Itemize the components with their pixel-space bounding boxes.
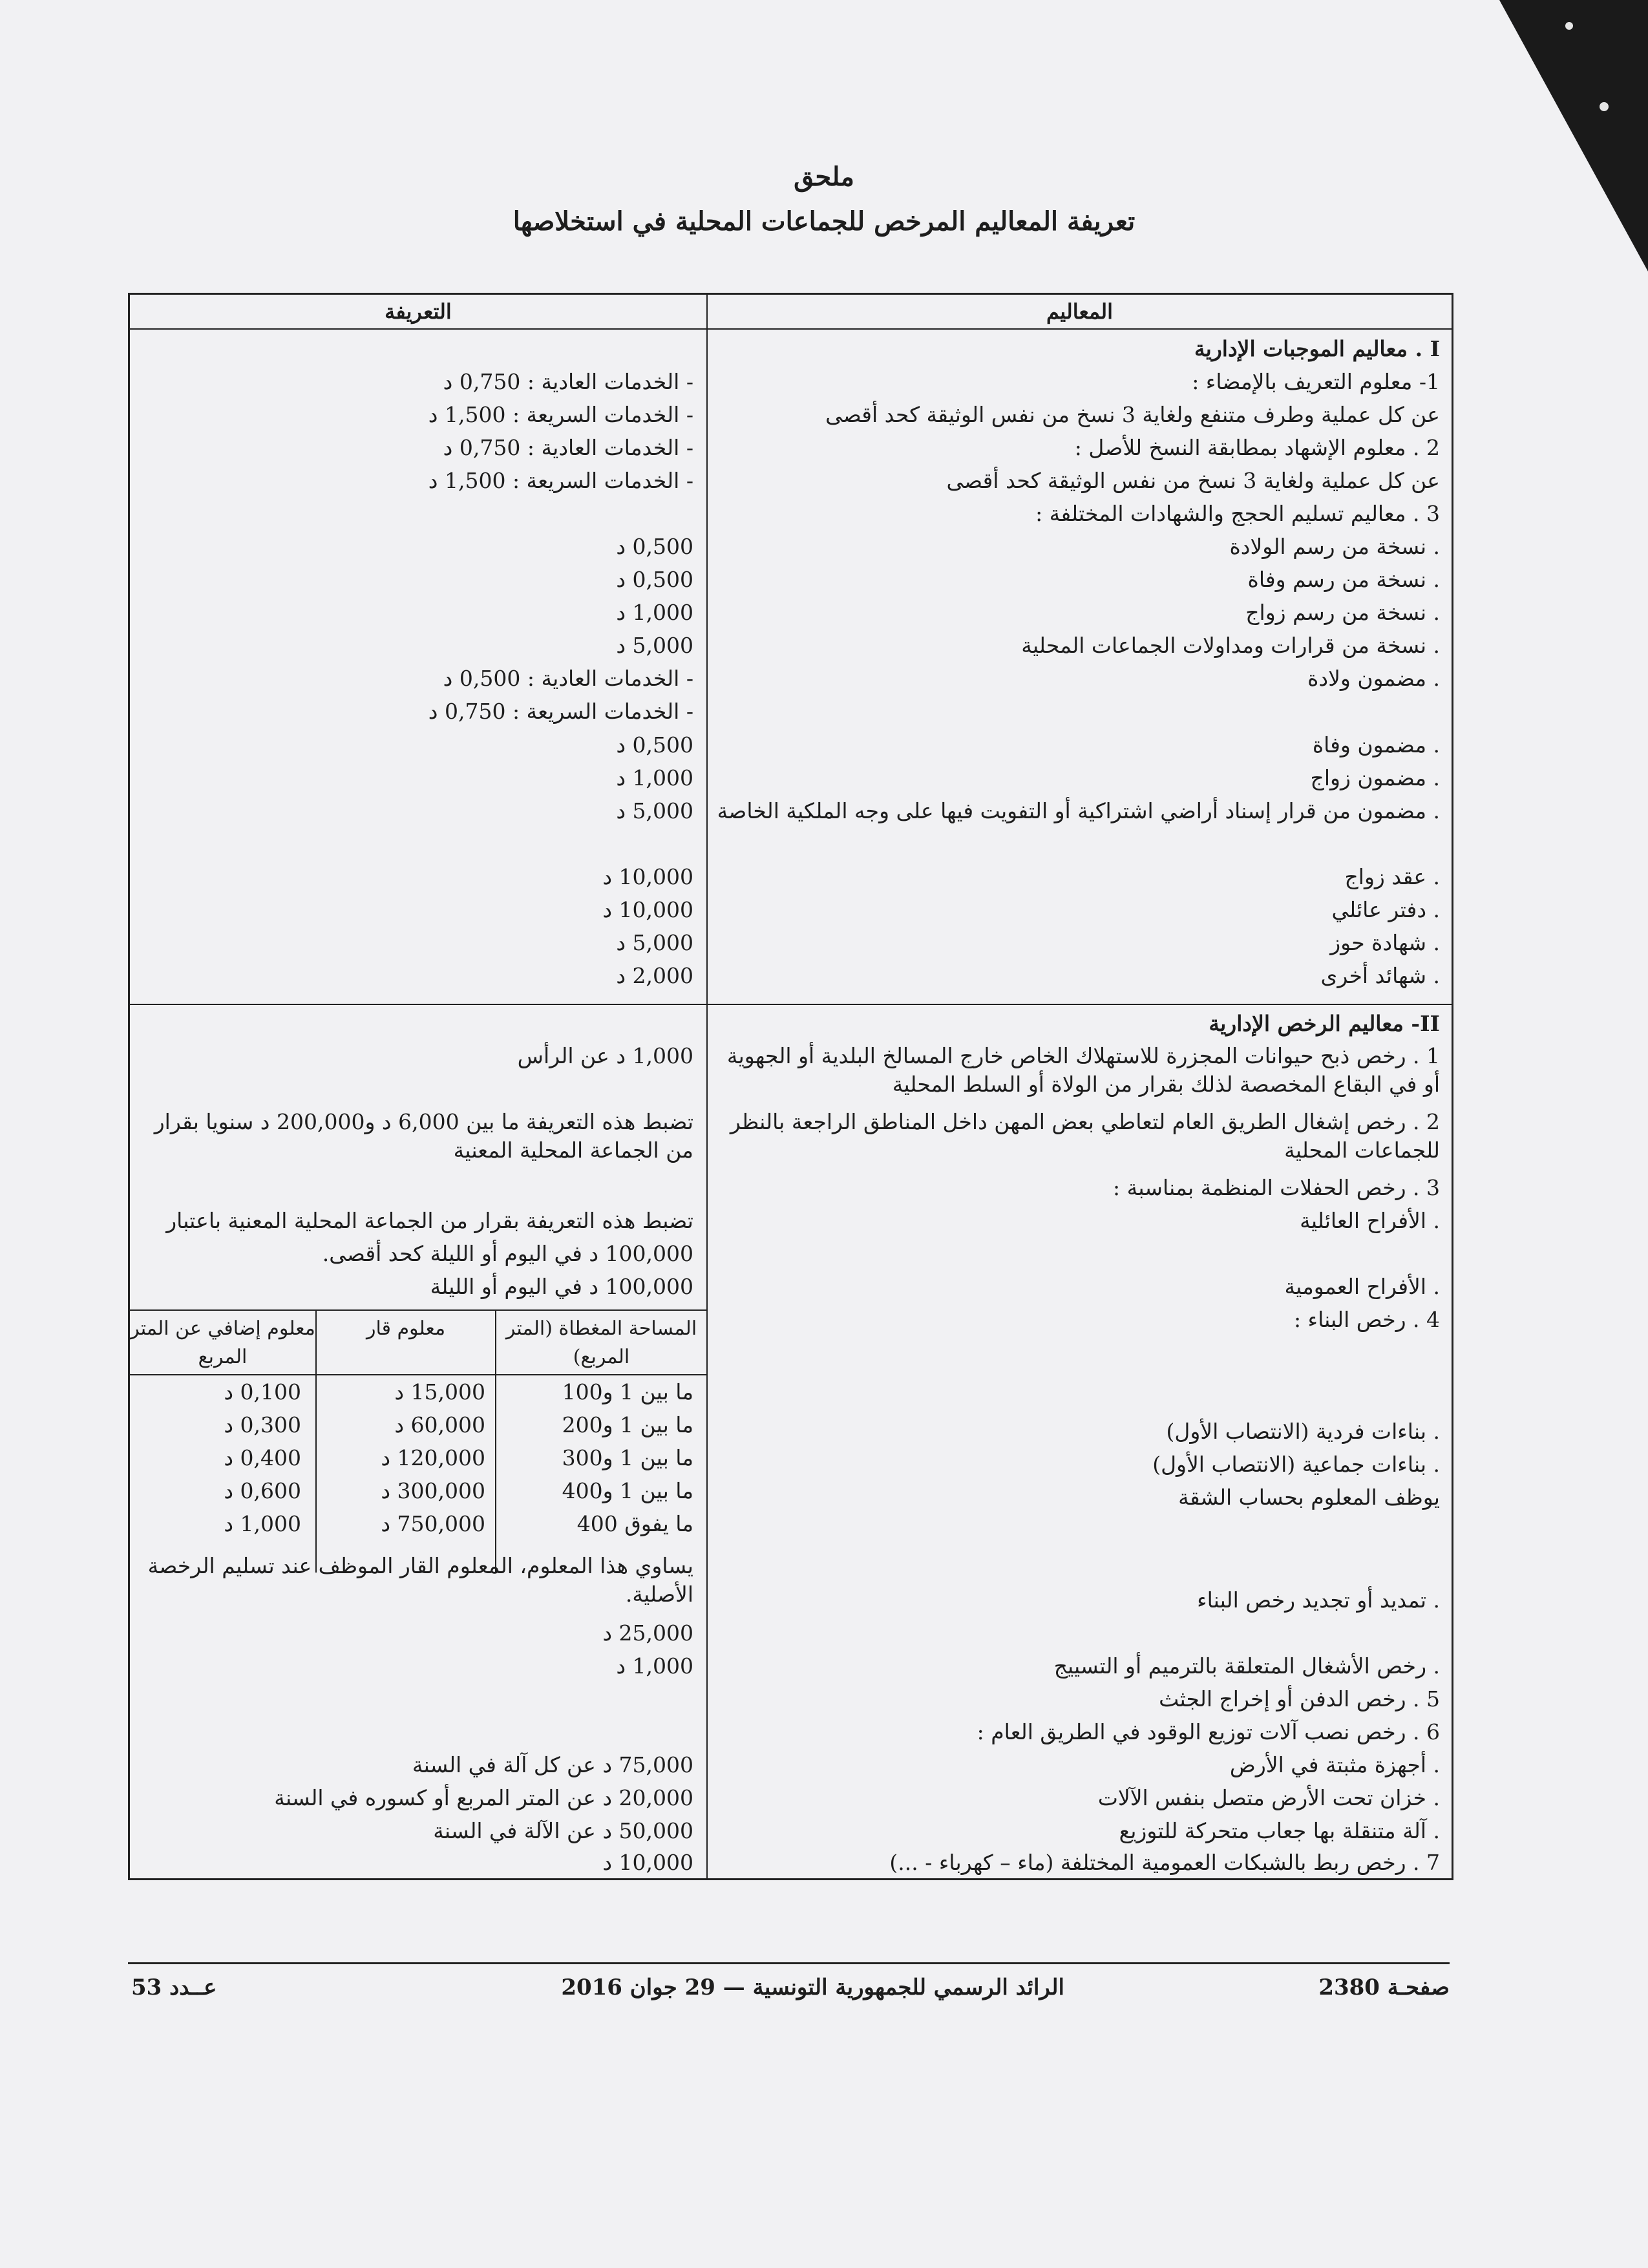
fee-item: 7 . رخص ربط بالشبكات العمومية المختلفة (ماء – كهرباء - ...) <box>889 1850 1440 1875</box>
footer-issue: عــدد 53 <box>131 1975 217 2000</box>
tariff-value: 1,000 د <box>616 765 693 790</box>
fee-item: . مضمون ولادة <box>1307 666 1440 691</box>
fee-item: . الأفراح العائلية <box>1300 1208 1440 1233</box>
tariff-value: 10,000 د <box>602 1850 693 1875</box>
fee-item: عن كل عملية وطرف متنفع ولغاية 3 نسخ من نفس الوثيقة كحد أقصى <box>825 402 1440 427</box>
fee-item: . نسخة من رسم الولادة <box>1229 534 1440 559</box>
tariff-value: - الخدمات العادية : 0,500 د <box>443 666 693 691</box>
subtable-divider <box>315 1311 317 1573</box>
fee-item: . نسخة من رسم زواج <box>1245 600 1440 625</box>
subtable-header-rule <box>130 1374 706 1375</box>
tariff-value: 25,000 د <box>602 1620 693 1646</box>
fee-item: . آلة متنقلة بها جعاب متحركة للتوزيع <box>1119 1818 1440 1843</box>
subtable-header-area: المساحة المغطاة (المتر المربع) <box>505 1317 697 1368</box>
fee-item: 5 . رخص الدفن أو إخراج الجثث <box>1159 1686 1440 1712</box>
table-cell: 0,600 د <box>224 1478 301 1503</box>
table-cell: ما يفوق 400 <box>576 1511 693 1536</box>
section-title: II- معاليم الرخص الإدارية <box>1209 1011 1440 1036</box>
annex-label: ملحق <box>794 162 854 192</box>
fee-item: 3 . معاليم تسليم الحجج والشهادات المختلفة : <box>1035 501 1440 526</box>
tariff-value: - الخدمات السريعة : 1,500 د <box>428 402 693 427</box>
fee-item: . خزان تحت الأرض متصل بنفس الآلات <box>1097 1785 1440 1810</box>
fee-item: . الأفراح العمومية <box>1284 1274 1440 1299</box>
fee-item: . دفتر عائلي <box>1331 897 1440 922</box>
tariff-value: تضبط هذه التعريفة بقرار من الجماعة المحلية المعنية باعتبار <box>166 1208 693 1233</box>
fee-item: . نسخة من قرارات ومداولات الجماعات المحلية <box>1021 633 1440 658</box>
tariff-value: تضبط هذه التعريفة ما بين 6,000 د و200,000 د سنويا بقرار من الجماعة المحلية المعنية <box>154 1109 693 1163</box>
column-divider <box>706 295 708 1878</box>
tariff-value: 5,000 د <box>616 930 693 955</box>
fee-item: 2 . معلوم الإشهاد بمطابقة النسخ للأصل : <box>1074 435 1440 460</box>
fee-item: . مضمون وفاة <box>1312 732 1440 758</box>
tariff-value: 10,000 د <box>602 864 693 889</box>
tariff-value: 0,500 د <box>616 567 693 592</box>
section-title: I . معاليم الموجبات الإدارية <box>1194 336 1440 361</box>
page-header <box>0 162 1648 237</box>
fee-item: 3 . رخص الحفلات المنظمة بمناسبة : <box>1113 1175 1440 1200</box>
fee-item: . بناءات فردية (الانتصاب الأول) <box>1166 1419 1440 1444</box>
fee-item: عن كل عملية ولغاية 3 نسخ من نفس الوثيقة كحد أقصى <box>946 468 1440 493</box>
subtable-header-fixed: معلوم قار <box>366 1317 446 1340</box>
tariff-value: - الخدمات العادية : 0,750 د <box>443 435 693 460</box>
tariff-value: 5,000 د <box>616 633 693 658</box>
tariff-value: - الخدمات العادية : 0,750 د <box>443 369 693 394</box>
table-cell: 1,000 د <box>224 1511 301 1536</box>
fee-item: 1 . رخص ذبح حيوانات المجزرة للاستهلاك الخاص خارج المسالخ البلدية أو الجهوية أو في البقاع المخصصة لذلك بقرار من الولاة أو السلط المحلية <box>726 1043 1440 1097</box>
tariff-value: 20,000 د عن المتر المربع أو كسوره في السنة <box>274 1785 693 1810</box>
footer-journal: الرائد الرسمي للجمهورية التونسية — 29 جوان 2016 <box>561 1975 1064 2000</box>
fee-item: . أجهزة مثبتة في الأرض <box>1229 1752 1440 1777</box>
fee-item: . نسخة من رسم وفاة <box>1247 567 1440 592</box>
tariff-value: 1,000 د <box>616 600 693 625</box>
column-header-tariff: التعريفة <box>385 299 452 324</box>
table-cell: ما بين 1 و300 <box>562 1445 693 1470</box>
fee-item: يوظف المعلوم بحساب الشقة <box>1178 1485 1440 1510</box>
table-cell: 15,000 د <box>394 1379 485 1404</box>
fee-item: . بناءات جماعية (الانتصاب الأول) <box>1152 1452 1440 1477</box>
table-cell: 300,000 د <box>381 1478 485 1503</box>
tariff-value: 100,000 د في اليوم أو الليلة كحد أقصى. <box>322 1241 693 1266</box>
fee-item: 6 . رخص نصب آلات توزيع الوقود في الطريق العام : <box>977 1719 1440 1744</box>
table-cell: ما بين 1 و100 <box>562 1379 693 1404</box>
tariff-value: - الخدمات السريعة : 1,500 د <box>428 468 693 493</box>
table-cell: ما بين 1 و400 <box>562 1478 693 1503</box>
subtable-rule <box>130 1309 706 1311</box>
table-cell: 120,000 د <box>381 1445 485 1470</box>
fee-item: 2 . رخص إشغال الطريق العام لتعاطي بعض المهن داخل المناطق الراجعة بالنظر للجماعات المحلية <box>730 1109 1440 1163</box>
tariff-value: 75,000 د عن كل آلة في السنة <box>412 1752 693 1777</box>
tariff-value: يساوي هذا المعلوم، المعلوم القار الموظف عند تسليم الرخصة الأصلية. <box>147 1553 693 1607</box>
page-title: تعريفة المعاليم المرخص للجماعات المحلية في استخلاصها <box>512 206 1136 237</box>
footer-page-number: صفحـة 2380 <box>1318 1975 1450 2000</box>
subtable-header-extra: معلوم إضافي عن المتر المربع <box>130 1317 315 1368</box>
fee-item: . تمديد أو تجديد رخص البناء <box>1197 1587 1440 1613</box>
header-rule <box>130 328 1452 330</box>
table-cell: 60,000 د <box>394 1412 485 1437</box>
fee-item: . مضمون زواج <box>1310 765 1440 790</box>
section-rule <box>130 1004 1452 1005</box>
tariff-value: 2,000 د <box>616 963 693 988</box>
table-cell: 750,000 د <box>381 1511 485 1536</box>
tariff-value: 1,000 د <box>616 1653 693 1679</box>
fee-item: . شهائد أخرى <box>1320 963 1440 988</box>
tariff-value: 50,000 د عن الآلة في السنة <box>433 1818 693 1843</box>
tariff-value: 10,000 د <box>602 897 693 922</box>
fee-item: 4 . رخص البناء : <box>1293 1307 1440 1332</box>
fees-table <box>128 293 1453 1880</box>
tariff-value: 0,500 د <box>616 732 693 758</box>
tariff-value: - الخدمات السريعة : 0,750 د <box>428 699 693 724</box>
fee-item: . عقد زواج <box>1344 864 1440 889</box>
tariff-value: 0,500 د <box>616 534 693 559</box>
table-cell: ما بين 1 و200 <box>562 1412 693 1437</box>
fee-item: 1- معلوم التعريف بالإمضاء : <box>1192 369 1440 394</box>
tariff-value: 100,000 د في اليوم أو الليلة <box>430 1274 693 1299</box>
table-cell: 0,100 د <box>224 1379 301 1404</box>
footer-rule <box>128 1962 1450 1964</box>
tariff-value: 1,000 د عن الرأس <box>517 1043 693 1068</box>
table-cell: 0,400 د <box>224 1445 301 1470</box>
tariff-value: 5,000 د <box>616 798 693 823</box>
table-cell: 0,300 د <box>224 1412 301 1437</box>
column-header-fees: المعاليم <box>1046 299 1114 324</box>
fee-item: . شهادة حوز <box>1330 930 1440 955</box>
fee-item: . مضمون من قرار إسناد أراضي اشتراكية أو التفويت فيها على وجه الملكية الخاصة <box>717 798 1440 823</box>
fee-item: . رخص الأشغال المتعلقة بالترميم أو التسييج <box>1053 1653 1440 1679</box>
